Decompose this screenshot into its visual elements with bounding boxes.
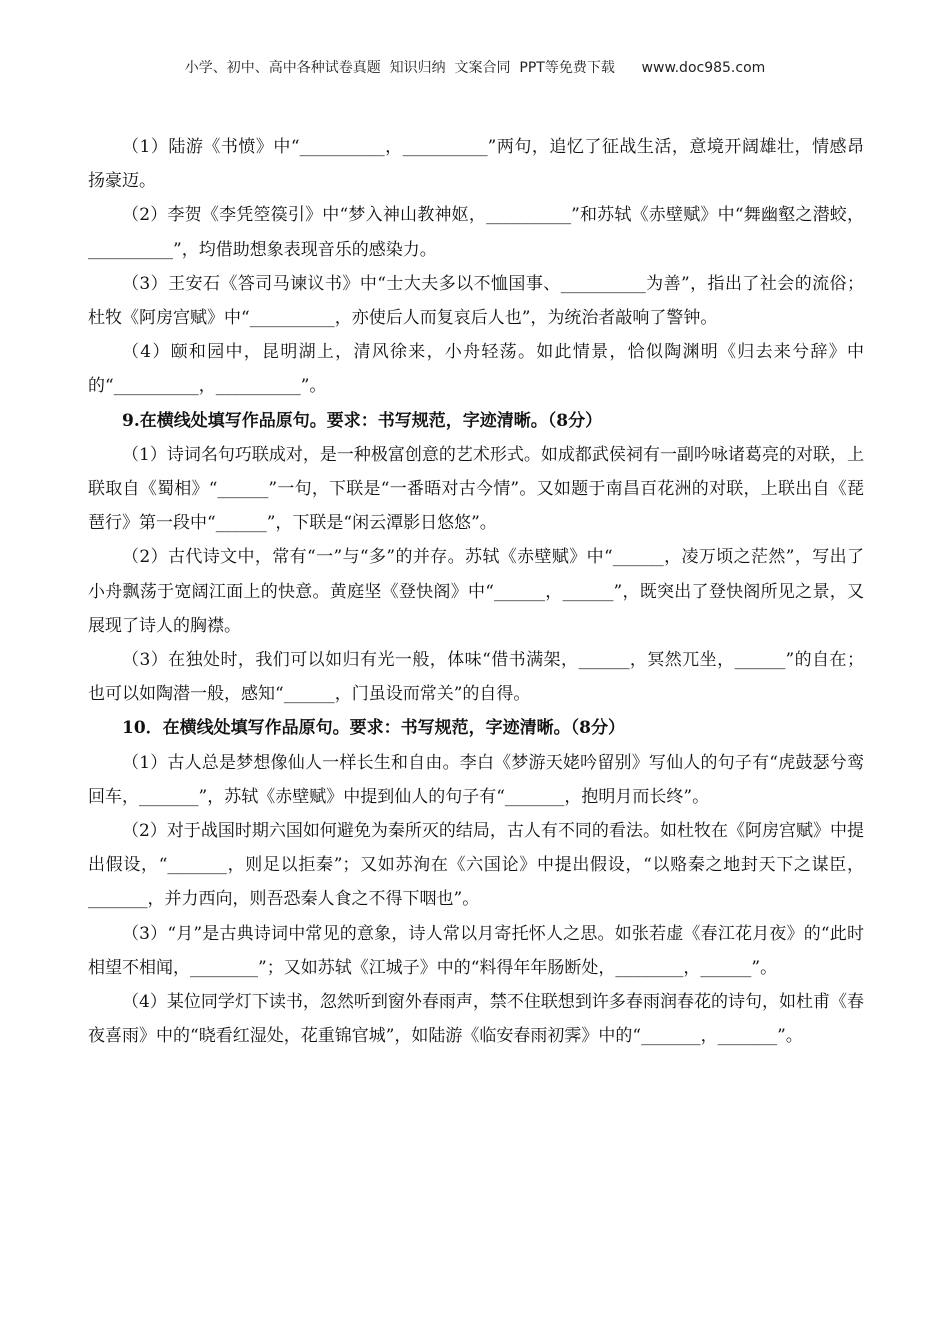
- document-body: [88, 130, 864, 1053]
- question-10-2: （2）对于战国时期六国如何避免为秦所灭的结局，古人有不同的看法。如杜牧在《阿房宫赋》中提出假设，“_______，则足以拒秦”；又如苏洵在《六国论》中提出假设，“以赂秦之地封天下之谋臣，_______，并力西向，则吾恐秦人食之不得下咽也”。: [88, 821, 864, 910]
- question-8-1: （1）陆游《书愤》中“__________，__________”两句，追忆了征战生活，意境开阔雄壮，情感昂扬豪迈。: [88, 137, 864, 192]
- question-10-1: （1）古人总是梦想像仙人一样长生和自由。李白《梦游天姥吟留别》写仙人的句子有“虎鼓瑟兮鸾回车，_______”，苏轼《赤壁赋》中提到仙人的句子有“_______，抱明月而长终”。: [88, 752, 864, 807]
- question-10-heading: 10．在横线处填写作品原句。要求：书写规范，字迹清晰。（8分）: [122, 718, 625, 739]
- question-9-2: （2）古代诗文中，常有“一”与“多”的并存。苏轼《赤壁赋》中“______，凌万顷之茫然”，写出了小舟飘荡于宽阔江面上的快意。黄庭坚《登快阁》中“______，______”，既突出了登快阁所见之景，又展现了诗人的胸襟。: [88, 547, 864, 636]
- question-8-2: （2）李贺《李凭箜篌引》中“梦入神山教神妪，__________”和苏轼《赤壁赋》中“舞幽壑之潜蛟，__________”，均借助想象表现音乐的感染力。: [88, 205, 864, 260]
- question-9-1: （1）诗词名句巧联成对，是一种极富创意的艺术形式。如成都武侯祠有一副吟咏诸葛亮的对联，上联取自《蜀相》“______”一句，下联是“一番晤对古今情”。又如题于南昌百花洲的对联，上联出自《琵琶行》第一段中“______”，下联是“闲云潭影日悠悠”。: [88, 444, 864, 534]
- question-10-3: （3）“月”是古典诗词中常见的意象，诗人常以月寄托怀人之思。如张若虚《春江花月夜》的“此时相望不相闻，________”；又如苏轼《江城子》中的“料得年年肠断处，________，______”。: [88, 923, 864, 978]
- question-9-3: （3）在独处时，我们可以如归有光一般，体味“借书满架，______，冥然兀坐，______”的自在；也可以如陶潜一般，感知“______，门虽设而常关”的自得。: [88, 650, 864, 705]
- question-8-3: （3）王安石《答司马谏议书》中“士大夫多以不恤国事、__________为善”，指出了社会的流俗；杜牧《阿房宫赋》中“__________，亦使后人而复哀后人也”，为统治者敲响了警钟。: [88, 273, 864, 329]
- question-8-4: （4）颐和园中，昆明湖上，清风徐来，小舟轻荡。如此情景，恰似陶渊明《归去来兮辞》中的“__________，__________”。: [88, 342, 864, 397]
- question-10-4: （4）某位同学灯下读书，忽然听到窗外春雨声，禁不住联想到许多春雨润春花的诗句，如杜甫《春夜喜雨》中的“晓看红湿处，花重锦官城”，如陆游《临安春雨初霁》中的“_______，_______”。: [88, 992, 864, 1047]
- question-9-heading: 9.在横线处填写作品原句。要求：书写规范，字迹清晰。（8分）: [122, 410, 603, 431]
- page-header: 小学、初中、高中各种试卷真题 知识归纳 文案合同 PPT等免费下载 www.doc985.com: [184, 60, 766, 76]
